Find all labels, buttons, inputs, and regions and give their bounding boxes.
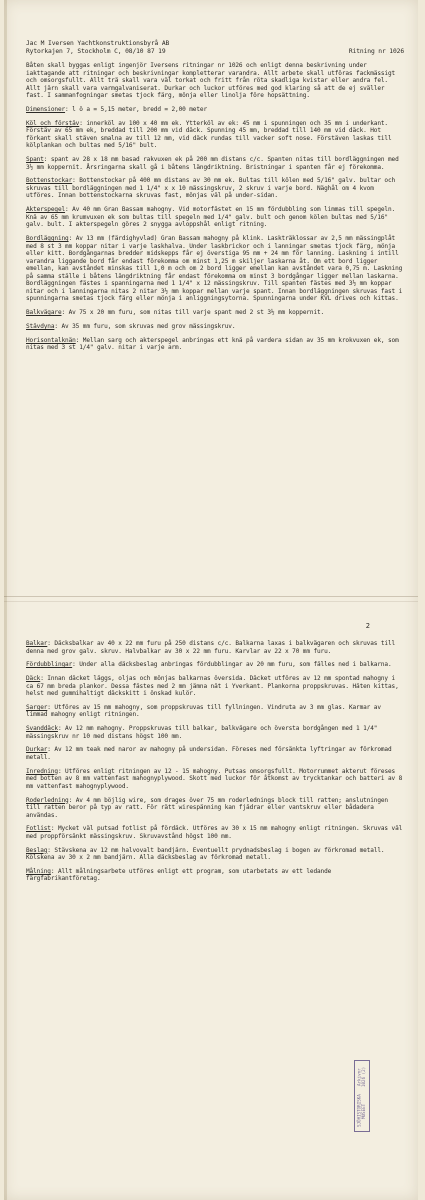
page-1: [26, 40, 404, 358]
page-fold-line: [4, 596, 418, 597]
section-heading: Köl och förstäv: [26, 119, 80, 127]
section-heading: Fotlist: [26, 825, 51, 833]
section-heading: Balkar: [26, 640, 48, 647]
archive-stamp: [354, 1060, 370, 1132]
section-text: : Av 75 x 20 mm furu, som nitas till varje spant med 2 st 3½ mm koppernit.: [61, 309, 325, 317]
section-text: : Av 12 mm teak med naror av mahogny på undersidan. Föreses med försänkta lyftringar av förkromad metall.: [26, 746, 392, 761]
spec-section: [26, 868, 404, 883]
page-fold-line-2: [4, 601, 418, 602]
section-heading: Målning: [26, 867, 51, 875]
section-heading: Roderledning: [26, 796, 69, 804]
section-text: : Utföres enligt ritningen av 12 - 15 mahogny. Putsas omsorgsfullt. Motorrummet akterut föreses med botten av 8 mm vattenfast mahognyplywood. Skott med luckor för åtkomst av trycktankar och batteri av 8 mm vattenfast mahognyplywood.: [26, 767, 403, 790]
section-heading: Durkar: [26, 746, 48, 754]
section-text: : Av 4 mm böjlig wire, som drages över 75 mm roderlednings block till ratten; anslutningen till ratten beror på typ av ratt. För rätt wirespänning kan fjädrar eller vantskruv eller bådadera användas.: [26, 796, 388, 819]
spec-section: [26, 309, 404, 317]
section-text: : Av 13 mm (färdighyvlad) Gran Bassam mahogny på klink. Laskträklossar av 2,5 mm mässingplåt med 8 st 3 mm koppar nitar i varje laskhalva. Under laskbrickor och i lanningar smetas tjock färg, mönja eller kitt. Bordgångarnas bredder midskepps får ej överstiga 95 mm + 24 mm för lanning. Laskning i intill varandra liggande bord får endast förekomma om minst 1,25 m skiljer laskarna åt. Om ett bord ligger emellan, kan avståndet minskas till 1,0 m och om 2 bord ligger emellan kan avståndet vara 0,75 m. Laskning på samma ställe i båtens längdriktning får endast förekomma om minst 3 bordgångar ligger mellan laskarna. Bordläggningen fästes i spanningarna med 1 1/4" x 12 mässingskruv. Till spanten fästes med 3½ mm koppar nitar och i lanningarna nitas 2 nitar 3½ mm koppar mellan varje spant. Innan bordläggningen skruvas fast i spunningarna smetas tjock färg eller mönja i anliggningsytorna. Spunningarna under KVL drives och kittas.: [26, 234, 403, 303]
spec-section: [26, 337, 404, 352]
company-address: Rytorkajen 7, Stockholm C, 08/10 87 19: [26, 48, 166, 55]
spec-section: [26, 825, 404, 840]
section-text: : Mycket väl putsad fotlist på fördäck. Utföres av 30 x 15 mm mahogny enligt ritningen. Skruvas väl med proppförsänkt mässingskruv. Skruvavstånd högst 100 mm.: [26, 825, 403, 840]
company-name: Jac M Iversen Yachtkonstruktionsbyrå AB: [26, 40, 170, 47]
spec-section: [26, 640, 404, 655]
section-heading: Svanddäck: [26, 725, 58, 733]
section-text: : Av 12 mm mahogny. Proppskruvas till balkar, balkvägare och översta bordgången med 1 1/4" mässingskruv nr 10 med distans högst 100 mm.: [26, 725, 378, 740]
spec-section: [26, 106, 404, 114]
section-heading: Däck: [26, 675, 41, 683]
spec-section: [26, 661, 404, 669]
stamp-archive-no: Arkivnr 1026 (2): [356, 1067, 366, 1088]
section-text: : Av 35 mm furu, som skruvas med grov mässingskruv.: [54, 322, 236, 330]
section-text: : l ö a = 5,15 meter, bredd = 2,00 meter: [65, 105, 207, 113]
page-number: 2: [365, 622, 370, 630]
spec-section: [26, 847, 404, 862]
section-text: : Mellan sarg och akterspegel anbringas ett knä på vardera sidan av 35 mm krokvuxen ek, som nitas med 3 st 1/4" galv. nitar i varje arm.: [26, 336, 399, 352]
section-heading: Bordläggning: [26, 234, 69, 242]
spec-sections-page-2: [26, 640, 404, 883]
section-text: : Allt målningsarbete utföres enligt ett program, som utarbetats av ett ledande färgfabrikantföretag.: [26, 867, 332, 883]
section-heading: Horisontalknän: [26, 336, 76, 344]
section-text: : Bottenstockar på 400 mm distans av 30 mm ek. Bultas till kölen med 5/16" galv. bultar och skruvas till bordläggningen med 1 1/4" x x 10 mässingskruv, 2 skruv i varje bord. Näghål om 4 kvom utföres. Innan bottenstockarna skruvas fast, mönjas väl på under-sidan.: [26, 177, 396, 200]
spec-sections-page-1: [26, 106, 404, 352]
sheet-edge: [4, 0, 7, 1200]
section-heading: Akterspegel: [26, 206, 66, 214]
spec-section: [26, 704, 404, 719]
section-text: : Av 40 mm Gran Bassam mahogny. Vid motorfästet en 15 mm fördubbling som limmas till spegeln. Knä av 65 mm krumvuxen ek som bultas till spegeln med 1/4" galv. bult och genom kölen bultas med 5/16" galv. bult. I akterspegeln göres 2 snygga avloppshål enligt ritning.: [26, 206, 396, 229]
section-heading: Inredning: [26, 767, 58, 775]
section-heading: Bottenstockar: [26, 177, 73, 185]
stamp-museum: SJÖHISTORISKA MUSEET: [356, 1094, 366, 1128]
spec-section: [26, 235, 404, 303]
spec-section: [26, 177, 404, 200]
section-heading: Balkvägare: [26, 309, 62, 317]
section-heading: Stävdyna: [26, 322, 55, 330]
section-text: : Under alla däcksbeslag anbringas fördubblingar av 20 mm furu, som fälles ned i balkarna.: [72, 661, 392, 669]
page-2: [26, 640, 404, 889]
section-text: : Stävskena av 12 mm halvovalt bandjärn. Eventuellt prydnadsbeslag i bogen av förkromad metall. Kölskena av 30 x 2 mm bandjärn. Alla däcksbeslag av förkromad metall.: [26, 846, 385, 862]
section-text: : Innan däcket läggs, oljas och mönjas balkarnas översida. Däcket utföres av 12 mm spontad mahogny i ca 67 mm breda plankor. Dessa fästes med 2 mm jämna nät i Yverkant. Plankorna proppskruvas. Häten kittas, helst med gummihaltigt däckskitt i önskad kulör.: [26, 675, 399, 698]
spec-section: [26, 206, 404, 229]
spec-section: [26, 156, 404, 171]
section-heading: Spant: [26, 156, 44, 164]
section-heading: Fördubblingar: [26, 661, 73, 669]
section-text: : innerköl av 100 x 40 mm ek. Ytterköl av ek: 45 mm i spunningen och 35 mm i underkant. Förstäv av 65 mm ek, breddad till 200 mm vid däck. Spunning 45 mm, breddad till 140 mm vid däck. Hot förkant skall stäven smalna av till 12 mm, vid däck rundas till vacker soft nose. Förstäven laskas till kölplankan och bultas med 5/16" bult.: [26, 119, 392, 150]
spec-section: [26, 120, 404, 150]
section-heading: Dimensioner: [26, 105, 66, 113]
drawing-number: Ritning nr 1026: [348, 48, 404, 55]
spec-section: [26, 768, 404, 791]
spec-section: [26, 675, 404, 698]
section-text: : Däcksbalkar av 40 x 22 mm furu på 250 distans c/c. Balkarna laxas i balkvägaren och skruvas till denna med grov galv. skruv. Halvbalkar av 30 x 22 mm furu. Karvlar av 22 x 70 mm furu.: [26, 640, 396, 655]
intro-paragraph: Båten skall byggas enligt ingenjör Iversens ritningar nr 1026 och enligt denna beskrivning under iakttagande att ritningar och beskrivningar kompletterar varandra. Allt arbete skall utföras fackmässigt och omsorgsfullt. Allt trä skall vara väl torkat och fritt från röta skadliga kvistar eller andra fel. Allt järn skall vara varmgalvaniserat. Durkar och luckor utföres med god klaring så att de ej sväller fast. I sammanfogningar smetas tjock färg, mönja eller linolja före hopsättning.: [26, 62, 396, 100]
section-text: : spant av 28 x 18 mm basad rakvuxen ek på 200 mm distans c/c. Spanten nitas till bordläggningen med 3½ mm koppernit. Årsringarna skall gå i båtens längdriktning. Bristningar i spanten får ej förekomma.: [26, 156, 399, 171]
spec-section: [26, 746, 404, 761]
section-heading: Beslag: [26, 846, 48, 854]
document-sheet: [4, 0, 418, 1200]
spec-section: [26, 323, 404, 331]
section-heading: Sarger: [26, 703, 48, 711]
spec-section: [26, 725, 404, 740]
section-text: : Utföres av 15 mm mahogny, som proppskruvas till fyllningen. Vindruta av 3 mm glas. Karmar av limmad mahogny enligt ritningen.: [26, 703, 381, 719]
spec-section: [26, 797, 404, 820]
letterhead: [26, 40, 404, 56]
